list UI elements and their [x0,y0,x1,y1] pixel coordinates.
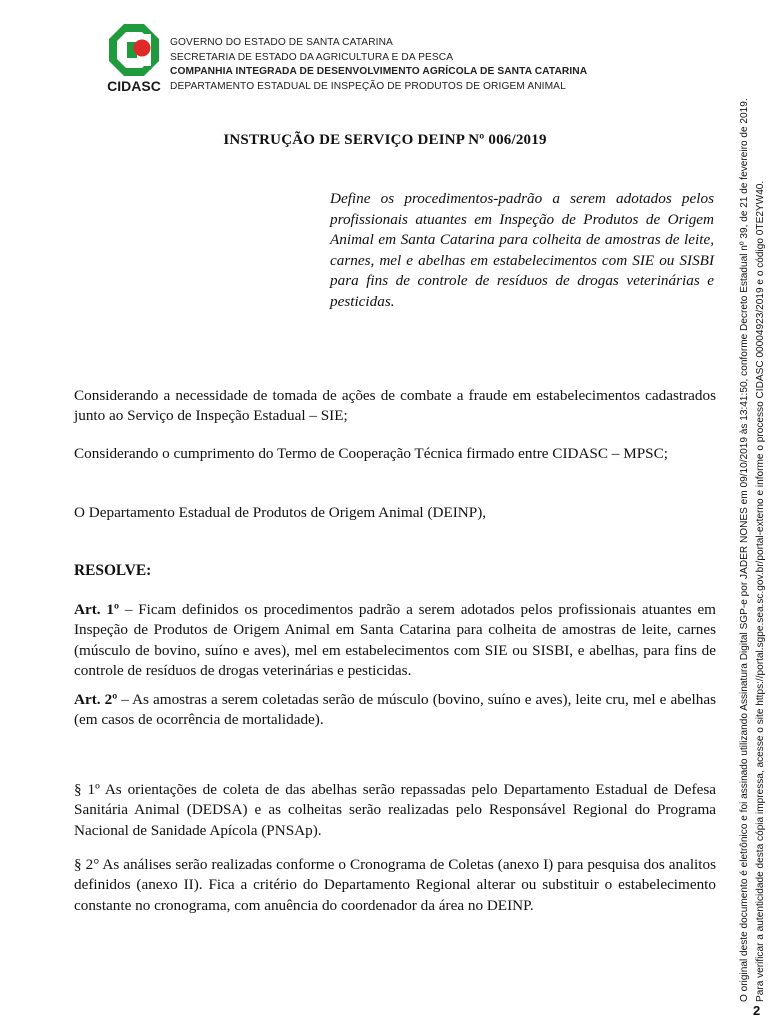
document-title: INSTRUÇÃO DE SERVIÇO DEINP Nº 006/2019 [223,132,547,148]
article-2-label: Art. 2º [74,691,118,708]
considerando-2: Considerando o cumprimento do Termo de Cooperação Técnica firmado entre CIDASC – MPSC; [74,445,668,462]
org-line-department: DEPARTAMENTO ESTADUAL DE INSPEÇÃO DE PRODUTOS DE ORIGEM ANIMAL [170,80,566,92]
considerando-1: Considerando a necessidade de tomada de ações de combate a fraude em estabelecimentos cadastrados junto ao Serviço de Inspeção Estadual – SIE; [74,387,716,425]
signature-note-line-2: Para verificar a autenticidade desta cópia impressa, acesse o site https://portal.sgpe.sea.sc.gov.br/portal-externo e informe o processo CIDASC 00004923/2019 e o código 0TE2YW40. [755,180,766,1002]
organization-lines [170,36,640,94]
resolve-heading: RESOLVE: [74,562,152,579]
signature-note-line-1: O original deste documento é eletrônico e foi assinado utilizando Assinatura Digital SGP-e por JADER NONES em 09/10/2019 às 13:41:50, conforme Decreto Estadual nº 39, de 21 de fevereiro de 2019. [739,98,750,1002]
org-line-government: GOVERNO DO ESTADO DE SANTA CATARINA [170,37,393,48]
article-2 [74,690,716,731]
article-2-text: – As amostras a serem coletadas serão de músculo (bovino, suíno e aves), leite cru, mel e abelhas (em casos de ocorrência de mortalidade). [74,691,717,729]
logo-wordmark: CIDASC [107,78,161,94]
paragraph-2: § 2° As análises serão realizadas conforme o Cronograma de Coletas (anexo I) para pesquisa dos analitos definidos (anexo II). Fica a critério do Departamento Regional alterar ou substituir o estabelecimento constante no cronograma, com anuência do coordenador da área no DEINP. [74,856,716,914]
article-1-label: Art. 1º [74,601,119,618]
org-line-secretariat: SECRETARIA DE ESTADO DA AGRICULTURA E DA PESCA [170,51,454,63]
ementa: Define os procedimentos-padrão a serem adotados pelos profissionais atuantes em Inspeção de Produtos de Origem Animal em Santa Catarina para colheita de amostras de leite, carnes, mel e abelhas em estabelecimentos com SIE ou SISBI para fins de controle de resíduos de drogas veterinárias e pesticidas. [330,190,714,310]
digital-signature-note [737,22,770,1002]
cidasc-logo-mark-icon [109,24,159,76]
letterhead [106,24,626,104]
org-line-company: COMPANHIA INTEGRADA DE DESENVOLVIMENTO AGRÍCOLA DE SANTA CATARINA [170,66,588,78]
article-1 [74,600,716,682]
page-number: 2 [753,1003,761,1018]
article-1-text: – Ficam definidos os procedimentos padrão a serem adotados pelos profissionais atuantes em Inspeção de Produtos de Origem Animal em Santa Catarina para colheita de amostras de leite, carnes (músculo de bovino, suíno e aves), mel em estabelecimentos com SIE ou SISBI, e abelhas, para fins de controle de resíduos de drogas veterinárias e pesticidas. [74,601,716,680]
paragraph-1: § 1º As orientações de coleta de das abelhas serão repassadas pelo Departamento Estadual de Defesa Sanitária Animal (DEDSA) e as colheitas serão realizadas pelo Responsável Regional do Programa Nacional de Sanidade Apícola (PNSAp). [74,781,716,839]
cidasc-logo [106,24,162,100]
department-statement: O Departamento Estadual de Produtos de Origem Animal (DEINP), [74,504,487,521]
